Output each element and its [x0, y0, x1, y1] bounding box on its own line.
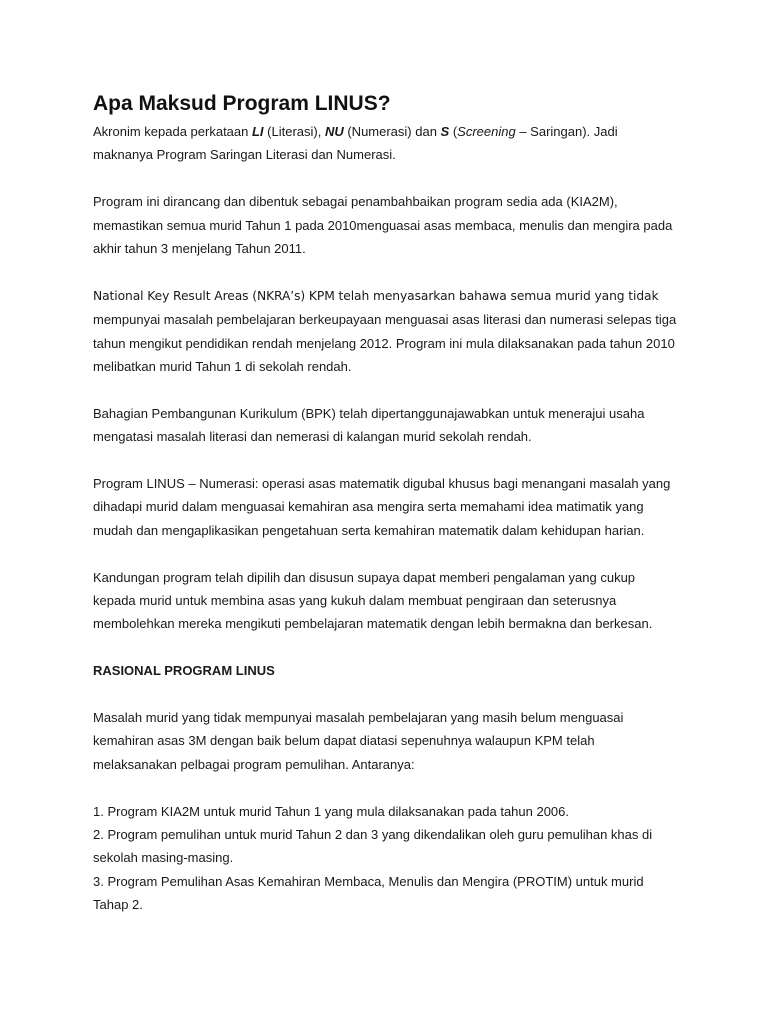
spacer — [93, 542, 678, 565]
intro-s-acronym: S — [440, 124, 450, 139]
spacer — [93, 260, 678, 283]
intro-line2: maknanya Program Saringan Literasi dan Numerasi. — [93, 147, 396, 163]
spacer — [93, 378, 678, 401]
paragraph-kia2m: Program ini dirancang dan dibentuk sebagai penambahbaikan program sedia ada (KIA2M), memastikan semua murid Tahun 1 pada 2010menguasai asas membaca, menulis dan mengira pada akhir tahun 3 menjelang Tahun 2011. — [93, 194, 673, 257]
intro-nu-text: (Numerasi) dan — [343, 124, 441, 139]
intro-li-text: (Literasi), — [263, 124, 325, 139]
spacer — [93, 167, 678, 190]
nkra-rest: mempunyai masalah pembelajaran berkeupayaan menguasai asas literasi dan numerasi selepas tiga tahun mengikut pendidikan rendah menjelang 2012. Program ini mula dilaksanakan pada tahun 2010 melibatkan murid Tahun 1 di sekolah rendah. — [93, 312, 677, 375]
intro-screening-word: Screening — [457, 124, 516, 139]
paragraph-nkra — [93, 284, 678, 379]
section-heading-rasional: RASIONAL PROGRAM LINUS — [93, 663, 275, 679]
spacer — [93, 449, 678, 472]
paragraph-numerasi: Program LINUS – Numerasi: operasi asas matematik digubal khusus bagi menangani masalah yang dihadapi murid dalam menguasai kemahiran asa mengira serta memahami idea matimatik yang mudah dan mengaplikasikan pengetahuan serta kemahiran matematik dalam kehidupan harian. — [93, 476, 671, 538]
intro-s-open: ( — [449, 124, 458, 139]
spacer — [93, 776, 678, 799]
intro-prefix: Akronim kepada perkataan — [93, 124, 252, 139]
paragraph-bpk: Bahagian Pembangunan Kurikulum (BPK) telah dipertanggunajawabkan untuk menerajui usaha mengatasi masalah literasi dan nemerasi di kalangan murid sekolah rendah. — [93, 405, 645, 445]
paragraph-rasional: Masalah murid yang tidak mempunyai masalah pembelajaran yang masih belum menguasai kemahiran asas 3M dengan baik belum dapat diatasi sepenuhnya walaupun KPM telah melaksanakan pelbagai program pemulihan. Antaranya: — [93, 710, 624, 772]
page-title: Apa Maksud Program LINUS? — [93, 92, 391, 115]
spacer — [93, 636, 678, 659]
intro-nu-acronym: NU — [324, 124, 344, 139]
list-item: 1. Program KIA2M untuk murid Tahun 1 yang mula dilaksanakan pada tahun 2006. — [93, 803, 570, 819]
nkra-lead: National Key Result Areas (NKRA’s) KPM telah menyasarkan bahawa semua murid yang tidak — [93, 288, 659, 303]
intro-li-acronym: LI — [251, 124, 264, 139]
paragraph-kandungan: Kandungan program telah dipilih dan disusun supaya dapat memberi pengalaman yang cukup kepada murid untuk membina asas yang kukuh dalam membuat pengiraan dan seterusnya membolehkan mereka mengikuti pembelajaran matematik dengan lebih bermakna dan berkesan. — [93, 569, 653, 632]
intro-s-close: – Saringan). Jadi — [515, 124, 618, 139]
spacer — [93, 683, 678, 706]
list-item: 2. Program pemulihan untuk murid Tahun 2 dan 3 yang dikendalikan oleh guru pemulihan khas di sekolah masing-masing. — [93, 827, 653, 866]
intro-paragraph — [93, 120, 678, 167]
document-page — [93, 90, 678, 917]
list-item: 3. Program Pemulihan Asas Kemahiran Membaca, Menulis dan Mengira (PROTIM) untuk murid Tahap 2. — [93, 873, 644, 913]
